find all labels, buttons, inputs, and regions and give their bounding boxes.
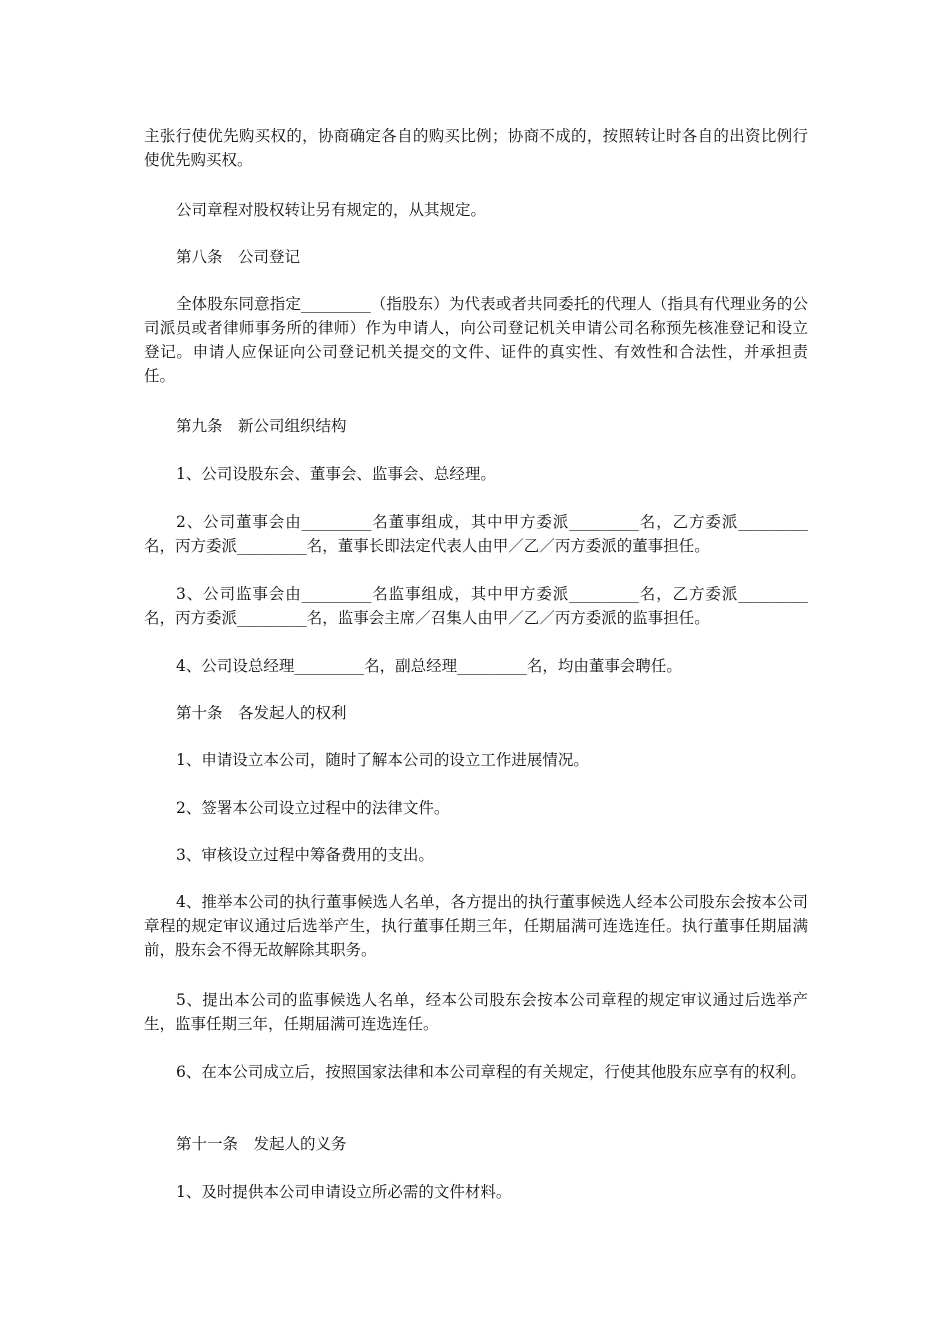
paragraph-rights-2: 2、签署本公司设立过程中的法律文件。 bbox=[176, 799, 450, 817]
paragraph-rights-4: 4、推举本公司的执行董事候选人名单，各方提出的执行董事候选人经本公司股东会按本公司章程的规定审议通过后选举产生，执行董事任期三年，任期届满可连选连任。执行董事任期届满前，股东会不得无故解除其职务。 bbox=[144, 893, 808, 959]
paragraph-obligations-1: 1、及时提供本公司申请设立所必需的文件材料。 bbox=[176, 1183, 512, 1201]
heading-article-9: 第九条 新公司组织结构 bbox=[176, 417, 347, 435]
paragraph-rights-6: 6、在本公司成立后，按照国家法律和本公司章程的有关规定，行使其他股东应享有的权利。 bbox=[176, 1063, 806, 1081]
heading-article-10: 第十条 各发起人的权利 bbox=[176, 704, 347, 722]
paragraph-rights-1: 1、申请设立本公司，随时了解本公司的设立工作进展情况。 bbox=[176, 751, 589, 769]
paragraph-preemption-ratio: 主张行使优先购买权的，协商确定各自的购买比例；协商不成的，按照转让时各自的出资比例行使优先购买权。 bbox=[144, 127, 808, 169]
paragraph-rights-3: 3、审核设立过程中筹备费用的支出。 bbox=[176, 846, 434, 864]
paragraph-org-structure-4: 4、公司设总经理_________名，副总经理_________名，均由董事会聘任。 bbox=[176, 657, 682, 675]
paragraph-org-structure-3: 3、公司监事会由_________名监事组成，其中甲方委派_________名，乙方委派_________名，丙方委派_________名，监事会主席／召集人由甲／乙／丙方委派的监事担任。 bbox=[144, 585, 808, 627]
paragraph-rights-5: 5、提出本公司的监事候选人名单，经本公司股东会按本公司章程的规定审议通过后选举产生，监事任期三年，任期届满可连选连任。 bbox=[144, 991, 808, 1033]
paragraph-org-structure-1: 1、公司设股东会、董事会、监事会、总经理。 bbox=[176, 465, 496, 483]
paragraph-company-registration: 全体股东同意指定_________（指股东）为代表或者共同委托的代理人（指具有代理业务的公司派员或者律师事务所的律师）作为申请人，向公司登记机关申请公司名称预先核准登记和设立登记。申请人应保证向公司登记机关提交的文件、证件的真实性、有效性和合法性，并承担责任。 bbox=[144, 295, 808, 385]
heading-article-11: 第十一条 发起人的义务 bbox=[176, 1135, 347, 1153]
paragraph-org-structure-2: 2、公司董事会由_________名董事组成，其中甲方委派_________名，乙方委派_________名，丙方委派_________名，董事长即法定代表人由甲／乙／丙方委派的董事担任。 bbox=[144, 513, 808, 555]
paragraph-articles-override: 公司章程对股权转让另有规定的，从其规定。 bbox=[176, 201, 487, 219]
heading-article-8: 第八条 公司登记 bbox=[176, 248, 301, 266]
